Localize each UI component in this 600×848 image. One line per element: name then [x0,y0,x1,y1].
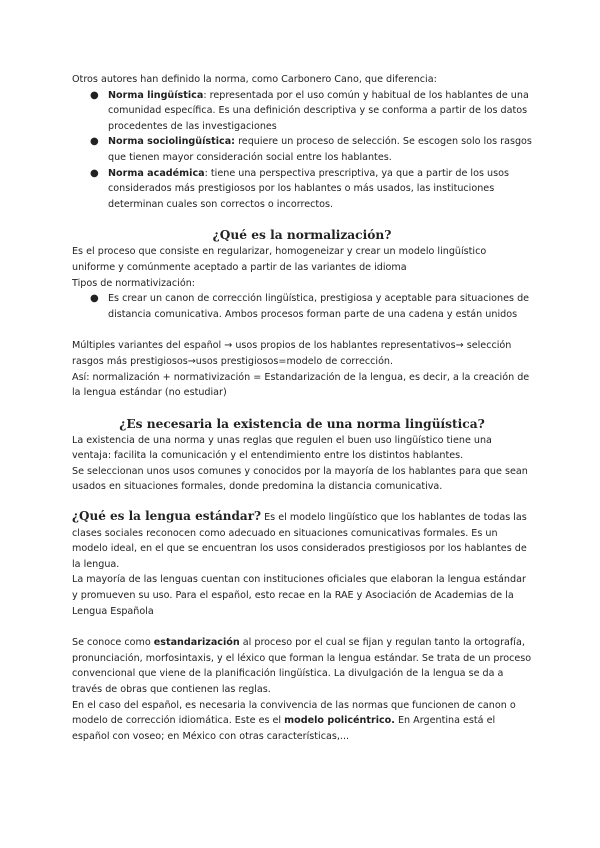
instituciones-paragraph: La mayoría de las lenguas cuentan con instituciones oficiales que elaboran la lengua estándar y promueven su uso. Para el español, esto recae en la RAE y Asociación de Academias de la Lengua Española [72,574,526,617]
lengua-estandar-paragraph [72,509,532,572]
bullet-dot-icon: ● [90,136,99,148]
norm-text: : tiene una perspectiva prescriptiva, ya que a partir de los usos considerados más prestigiosos por los hablantes o más usados, las instituciones determinan cuales son correctos o incorrectos. [108,167,509,210]
normalizacion-heading: ¿Qué es la normalización? [212,228,392,243]
types-bullet-text: Es crear un canon de corrección lingüística, prestigiosa y aceptable para situaciones de distancia comunicativa. Ambos procesos forman parte de una cadena y están unidos [108,293,530,320]
list-item [72,291,532,322]
norm-text: : representada por el uso común y habitual de los hablantes de una comunidad específica. Es una definición descriptiva y se conforma a partir de los datos procedentes de las investigaciones [108,89,529,132]
policentrico-post: En Argentina está el español con voseo; en México con otras características,... [72,715,496,742]
bullet-dot-icon: ● [90,293,99,305]
list-item [72,88,532,135]
estandarizacion-post: al proceso por el cual se fijan y regulan tanto la ortografía, pronunciación, morfosintaxis, y el léxico que forman la lengua estándar. Se trata de un proceso convencional que viene de la planificación lingüística. La divulgación de la lengua se da a través de obras que contienen las reglas. [72,637,532,695]
norma-paragraph-1: La existencia de una norma y unas reglas que regulen el buen uso lingüístico tiene una ventaja: facilita la comunicación y el entendimiento entre los distintos hablantes. [72,434,492,462]
estandarizacion-pre: Se conoce como [72,637,154,649]
list-item [72,134,532,165]
estandarizacion-paragraph [72,635,532,697]
estandarizacion-term: estandarización [153,637,240,649]
norm-term: Norma sociolingüística: [108,136,236,148]
bullet-dot-icon: ● [90,167,99,179]
normalizacion-definition: Es el proceso que consiste en regularizar, homogeneizar y crear un modelo lingüístico uniforme y comúnmente aceptado a partir de las variantes de idioma [72,246,487,273]
document-page [72,72,532,744]
lengua-estandar-text: Es el modelo lingüístico que los hablantes de todas las clases sociales reconocen como adecuado en situaciones comunicativas formales. Es un modelo ideal, en el que se encuentran los usos considerados prestigiosos por los hablantes de la lengua. [72,512,527,570]
norma-necesaria-heading: ¿Es necesaria la existencia de una norma lingüística? [119,416,485,431]
policentrico-term: modelo policéntrico. [284,715,395,727]
policentrico-paragraph [72,698,532,745]
list-item [72,166,532,213]
norm-term: Norma lingüística [108,89,204,101]
formula-paragraph: Así: normalización + normativización = Estandarización de la lengua, es decir, a la creación de la lengua estándar (no estudiar) [72,371,530,399]
norm-term: Norma académica [108,167,205,179]
types-label: Tipos de normativización: [72,277,196,289]
lengua-estandar-heading: ¿Qué es la lengua estándar? [72,509,262,524]
norms-list [72,88,532,213]
norm-text: requiere un proceso de selección. Se escogen solo los rasgos que tienen mayor consideración social entre los hablantes. [108,136,532,163]
intro-paragraph: Otros autores han definido la norma, como Carbonero Cano, que diferencia: [72,74,437,85]
norma-paragraph-2: Se seleccionan unos usos comunes y conocidos por la mayoría de los hablantes para que sean usados en situaciones formales, donde predomina la distancia comunicativa. [72,465,528,493]
variants-paragraph: Múltiples variantes del español → usos propios de los hablantes representativos→ selección rasgos más prestigiosos→usos prestigiosos=modelo de corrección. [72,340,512,367]
types-list [72,291,532,322]
bullet-dot-icon: ● [90,89,99,101]
policentrico-pre: En el caso del español, es necesaria la convivencia de las normas que funcionen de canon o modelo de corrección idiomática. Este es el [72,699,516,727]
